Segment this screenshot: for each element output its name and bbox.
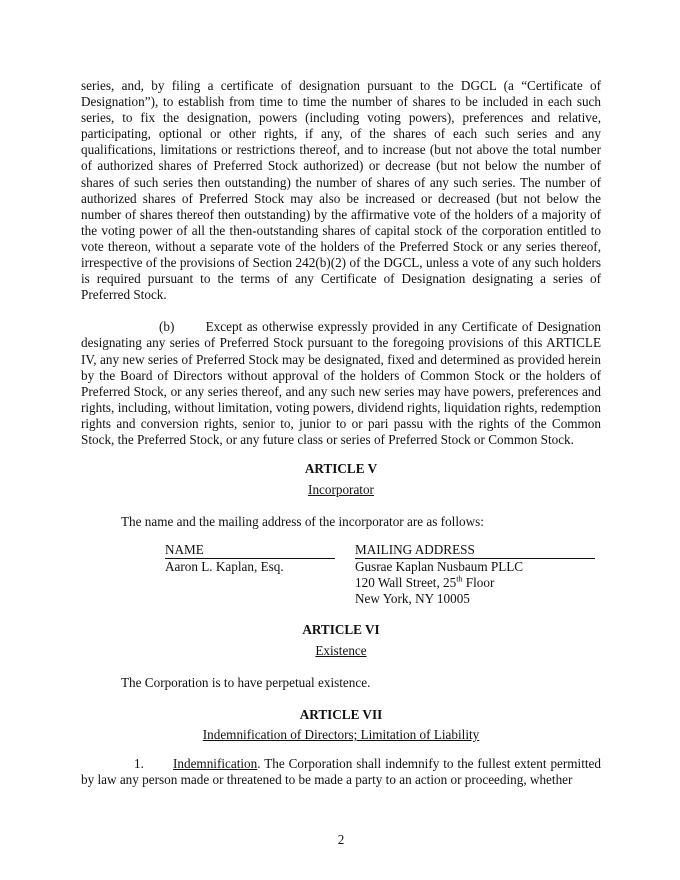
article-v-title: ARTICLE V — [304, 461, 378, 476]
article-vii-subtitle-text: Indemnification of Directors; Limitation of Liability — [202, 727, 480, 742]
address-line-1: Gusrae Kaplan Nusbaum PLLC — [355, 559, 524, 575]
existence-text: The Corporation is to have perpetual existence. — [121, 675, 371, 690]
address-header: MAILING ADDRESS — [355, 542, 595, 559]
address-column — [355, 542, 595, 607]
article-v-subtitle — [81, 482, 601, 498]
item-number: 1. — [134, 756, 144, 771]
article-v-subtitle-text: Incorporator — [308, 482, 374, 497]
paragraph-continuation: series, and, by filing a certificate of designation pursuant to the DGCL (a “Certificate of Designation”), to establish from time to time the number of shares to be included in each such series, to fix the designation, powers (including voting powers), preferences and relative, participating, optional or other rights, if any, of the shares of each such series and any qualifications, limitations or restrictions thereof, and to increase (but not above the total number of authorized shares of Preferred Stock authorized) or decrease (but not below the number of shares of such series then outstanding) the number of shares of any such series. The number of authorized shares of Preferred Stock may also be increased or decreased (but not below the number of shares thereof then outstanding) by the affirmative vote of the holders of a majority of the voting power of all the then-outstanding shares of capital stock of the corporation entitled to vote thereon, without a separate vote of the holders of the Preferred Stock or any series thereof, irrespective of the provisions of Section 242(b)(2) of the DGCL, unless a vote of any such holders is required pursuant to the terms of any Certificate of Designation designating a series of Preferred Stock. — [81, 78, 601, 303]
article-vi-subtitle — [81, 643, 601, 659]
name-header: NAME — [165, 542, 335, 559]
address-line-2-sup: th — [456, 574, 463, 584]
article-vi-title: ARTICLE VI — [302, 622, 380, 637]
address-line-2 — [355, 575, 595, 591]
address-line-2-pre: 120 Wall Street, 25 — [355, 575, 457, 591]
page-number: 2 — [337, 832, 345, 847]
item-text: . The Corporation shall indemnify to the fullest extent permitted by law any person made or threatened to be made a party to an action or proceeding, whether — [81, 756, 601, 788]
name-column — [165, 542, 335, 575]
incorporator-intro: The name and the mailing address of the incorporator are as follows: — [121, 514, 484, 529]
article-vii-title: ARTICLE VII — [299, 707, 383, 722]
item-heading: Indemnification — [173, 756, 258, 771]
indemnification-paragraph — [81, 756, 601, 788]
incorporator-name: Aaron L. Kaplan, Esq. — [165, 559, 284, 575]
address-line-2-post: Floor — [462, 575, 495, 591]
article-vii-subtitle — [81, 727, 601, 743]
body-text — [81, 78, 601, 448]
article-vi-subtitle-text: Existence — [315, 643, 367, 658]
paragraph-b: (b) Except as otherwise expressly provided in any Certificate of Designation designating any series of Preferred Stock pursuant to the foregoing provisions of this ARTICLE IV, any new series of Preferred Stock may be designated, fixed and determined as provided herein by the Board of Directors without approval of the holders of Common Stock or the holders of Preferred Stock, or any series thereof, and any such new series may have powers, preferences and rights, including, without limitation, voting powers, dividend rights, liquidation rights, redemption rights and conversion rights, senior to, junior to or pari passu with the rights of the Common Stock, the Preferred Stock, or any future class or series of Preferred Stock or Common Stock. — [81, 319, 601, 447]
address-line-3: New York, NY 10005 — [355, 591, 470, 607]
